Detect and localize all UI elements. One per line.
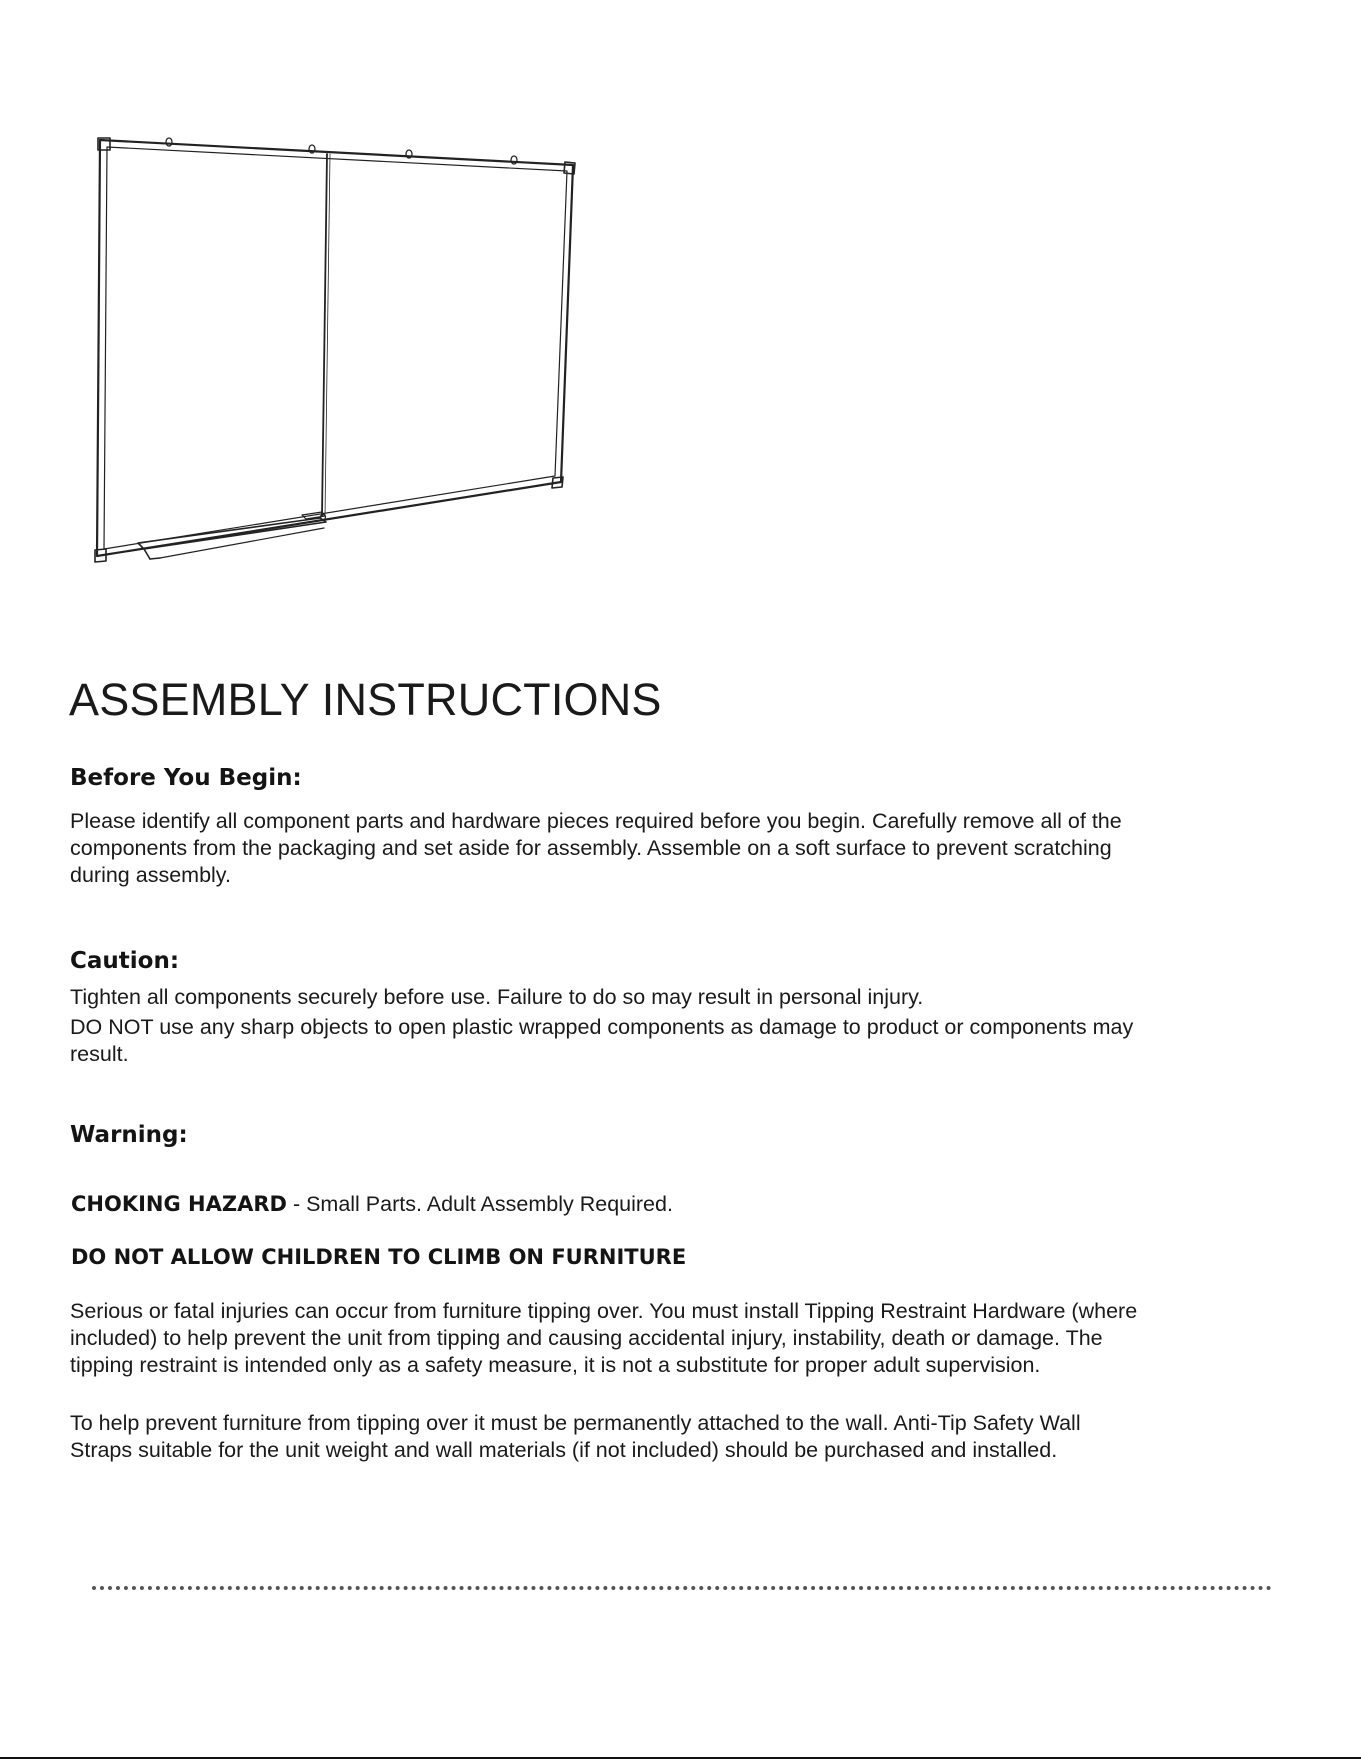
text-line: Please identify all component parts and hardware pieces required before you begin. Carefully remove all of the: [70, 809, 1122, 833]
choking-hazard-label: CHOKING HAZARD: [71, 1192, 287, 1216]
caution-text-2: [70, 1014, 1310, 1068]
text-line: result.: [70, 1042, 129, 1066]
text-line: Serious or fatal injuries can occur from furniture tipping over. You must install Tipping Restraint Hardware (where: [70, 1299, 1138, 1323]
whiteboard-illustration-icon: [80, 118, 580, 568]
bottom-rule: [0, 1757, 1361, 1759]
text-line: included) to help prevent the unit from tipping and causing accidental injury, instability, death or damage. The: [70, 1326, 1103, 1350]
text-line: Straps suitable for the unit weight and wall materials (if not included) should be purchased and installed.: [70, 1438, 1058, 1462]
text-line: To help prevent furniture from tipping over it must be permanently attached to the wall. Anti-Tip Safety Wall: [70, 1411, 1081, 1435]
choking-hazard-text: - Small Parts. Adult Assembly Required.: [286, 1192, 673, 1216]
page-title: ASSEMBLY INSTRUCTIONS: [69, 674, 662, 725]
caution-heading: Caution:: [70, 948, 180, 974]
tipping-warning-text: [70, 1298, 1310, 1379]
text-line: DO NOT use any sharp objects to open plastic wrapped components as damage to product or components may: [70, 1015, 1134, 1039]
text-line: during assembly.: [70, 863, 231, 887]
warning-heading: Warning:: [70, 1122, 188, 1148]
wall-strap-text: [70, 1410, 1310, 1464]
text-line: tipping restraint is intended only as a safety measure, it is not a substitute for proper adult supervision.: [70, 1353, 1041, 1377]
choking-hazard-line: [71, 1192, 673, 1217]
caution-text-1: Tighten all components securely before use. Failure to do so may result in personal injury.: [70, 985, 924, 1009]
text-line: components from the packaging and set aside for assembly. Assemble on a soft surface to prevent scratching: [70, 836, 1112, 860]
before-you-begin-heading: Before You Begin:: [70, 765, 302, 791]
before-you-begin-text: [70, 808, 1310, 889]
dotted-divider: [92, 1586, 1272, 1590]
no-climb-warning: DO NOT ALLOW CHILDREN TO CLIMB ON FURNITURE: [71, 1245, 687, 1269]
